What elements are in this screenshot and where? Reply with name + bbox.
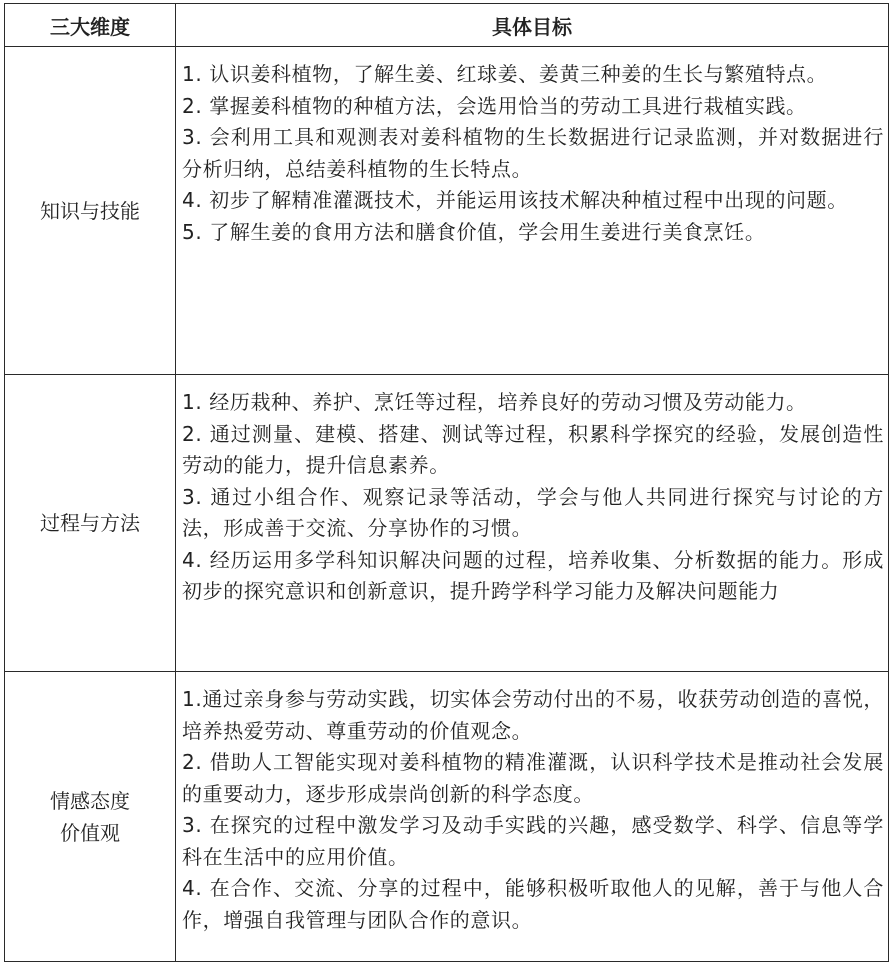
- goal-item: 3. 在探究的过程中激发学习及动手实践的兴趣，感受数学、科学、信息等学科在生活中的应用价值。: [182, 813, 884, 869]
- goal-item: 3. 会利用工具和观测表对姜科植物的生长数据进行记录监测，并对数据进行分析归纳，总结姜科植物的生长特点。: [182, 125, 884, 181]
- goal-item: 2. 借助人工智能实现对姜科植物的精准灌溉，认识科学技术是推动社会发展的重要动力，逐步形成崇尚创新的科学态度。: [182, 750, 884, 806]
- header-dimension: 三大维度: [5, 4, 176, 47]
- goal-item: 4. 在合作、交流、分享的过程中，能够积极听取他人的见解，善于与他人合作，增强自我管理与团队合作的意识。: [182, 876, 884, 932]
- dimension-line: 情感态度: [50, 788, 130, 813]
- goal-item: 1. 认识姜科植物，了解生姜、红球姜、姜黄三种姜的生长与繁殖特点。: [182, 62, 828, 86]
- dimension-cell: [5, 672, 176, 962]
- goals-cell: [176, 375, 889, 672]
- goals-cell: [176, 672, 889, 962]
- goal-item: 2. 通过测量、建模、搭建、测试等过程，积累科学探究的经验，发展创造性劳动的能力，提升信息素养。: [182, 421, 884, 477]
- goal-item: 1. 经历栽种、养护、烹饪等过程，培养良好的劳动习惯及劳动能力。: [182, 390, 807, 414]
- goal-item: 5. 了解生姜的食用方法和膳食价值，学会用生姜进行美食烹饪。: [182, 219, 766, 244]
- header-row: [5, 4, 889, 47]
- goal-item: 4. 经历运用多学科知识解决问题的过程，培养收集、分析数据的能力。形成初步的探究意识和创新意识，提升跨学科学习能力及解决问题能力: [182, 547, 884, 603]
- goals-table: [4, 3, 889, 962]
- table-row-process-methods: [5, 375, 889, 672]
- dimension-line: 价值观: [60, 820, 120, 845]
- goal-item: 1.通过亲身参与劳动实践，切实体会劳动付出的不易，收获劳动创造的喜悦，培养热爱劳动、尊重劳动的价值观念。: [182, 687, 884, 743]
- dimension-cell: 过程与方法: [5, 375, 176, 672]
- table-row-knowledge-skills: [5, 47, 889, 375]
- dimension-cell: 知识与技能: [5, 47, 176, 375]
- goal-item: 4. 初步了解精准灌溉技术，并能运用该技术解决种植过程中出现的问题。: [182, 188, 848, 212]
- goal-item: 3. 通过小组合作、观察记录等活动，学会与他人共同进行探究与讨论的方法，形成善于交流、分享协作的习惯。: [182, 484, 884, 540]
- header-goals: 具体目标: [176, 4, 889, 47]
- goals-cell: [176, 47, 889, 375]
- goal-item: 2. 掌握姜科植物的种植方法，会选用恰当的劳动工具进行栽植实践。: [182, 93, 807, 118]
- table-row-emotion-values: [5, 672, 889, 962]
